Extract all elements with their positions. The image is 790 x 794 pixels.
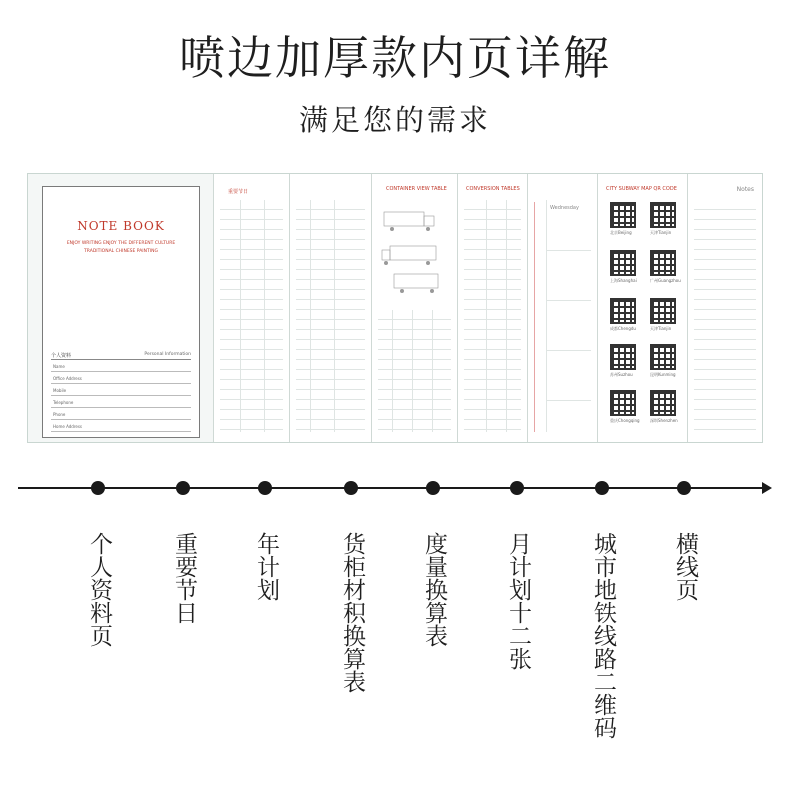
- column-line: [412, 310, 413, 432]
- cover-title: NOTE BOOK: [77, 219, 165, 233]
- column-line: [310, 200, 311, 432]
- timeline-dot: [510, 481, 524, 495]
- field-office: Office Address: [53, 376, 82, 381]
- subway-title: CITY SUBWAY MAP QR CODE: [606, 186, 677, 192]
- arrow-right-icon: [762, 482, 772, 494]
- inner-pages-strip: [27, 173, 763, 443]
- qr-code-icon: [610, 390, 636, 416]
- timeline-dot: [426, 481, 440, 495]
- notebook-cover: [42, 186, 200, 438]
- row-line: [546, 250, 591, 251]
- field-line: [51, 371, 191, 372]
- personal-label-cn: 个人资料: [51, 353, 72, 359]
- column-line: [264, 200, 265, 432]
- holiday-page: [214, 174, 290, 442]
- qr-code-icon: [610, 202, 636, 228]
- personal-info-page: [28, 174, 214, 442]
- subway-qr-page: [598, 174, 688, 442]
- qr-label: 广州Guangzhou: [650, 278, 681, 283]
- column-line: [392, 310, 393, 432]
- ruled-lines: [296, 200, 365, 432]
- timeline-axis: [18, 487, 766, 489]
- column-line: [506, 200, 507, 432]
- notes-label: Notes: [736, 186, 754, 193]
- conversion-table-page: [458, 174, 528, 442]
- field-line: [51, 431, 191, 432]
- cover-line-2: TRADITIONAL CHINESE PAINTING: [84, 249, 158, 254]
- red-margin-line: [534, 202, 535, 432]
- qr-label: 昆明Kunming: [650, 372, 676, 377]
- timeline-dot: [677, 481, 691, 495]
- qr-code-icon: [650, 202, 676, 228]
- timeline-dot: [344, 481, 358, 495]
- year-plan-page: [290, 174, 372, 442]
- divider: [51, 359, 191, 360]
- field-phone: Phone: [53, 412, 66, 417]
- timeline-label-subway-qr: 城市地铁线路二维码: [590, 532, 616, 739]
- qr-label: 重庆Chongqing: [610, 418, 640, 423]
- conversion-title: CONVERSION TABLES: [466, 186, 520, 192]
- field-mobile: Mobile: [53, 388, 67, 393]
- page-title: 喷边加厚款内页详解: [179, 31, 611, 85]
- row-line: [546, 350, 591, 351]
- field-line: [51, 419, 191, 420]
- qr-code-icon: [650, 390, 676, 416]
- holiday-header: 重要节日: [228, 189, 249, 195]
- qr-code-icon: [650, 298, 676, 324]
- timeline-label-ruled-page: 横线页: [672, 532, 698, 601]
- field-line: [51, 407, 191, 408]
- month-header: Wednesday: [550, 205, 579, 211]
- field-name: Name: [53, 364, 65, 369]
- column-line: [486, 200, 487, 432]
- personal-label-en: Personal Information: [144, 352, 191, 357]
- qr-code-icon: [650, 250, 676, 276]
- qr-label: 天津Tianjin: [650, 230, 672, 235]
- container-title: CONTAINER VIEW TABLE: [386, 186, 447, 192]
- column-line: [334, 200, 335, 432]
- qr-code-icon: [650, 344, 676, 370]
- ruled-lines: [694, 200, 756, 432]
- cover-line-1: ENJOY WRITING ENJOY THE DIFFERENT CULTURE: [66, 241, 176, 246]
- qr-code-icon: [610, 298, 636, 324]
- container-table-page: [372, 174, 458, 442]
- row-line: [546, 400, 591, 401]
- qr-code-icon: [610, 250, 636, 276]
- qr-label: 上海Shanghai: [610, 278, 637, 283]
- timeline-label-month-plan: 月计划十二张: [505, 532, 531, 670]
- column-line: [432, 310, 433, 432]
- timeline-dot: [176, 481, 190, 495]
- timeline-label-holidays: 重要节日: [171, 532, 197, 624]
- timeline-dot: [258, 481, 272, 495]
- qr-label: 苏州Suzhou: [610, 372, 633, 377]
- truck-diagram-icon: [372, 204, 458, 304]
- field-line: [51, 395, 191, 396]
- timeline-label-container-table: 货柜材积换算表: [339, 532, 365, 693]
- field-line: [51, 383, 191, 384]
- timeline-label-personal-info: 个人资料页: [86, 532, 112, 647]
- qr-label: 成都Chengdu: [610, 326, 636, 331]
- timeline-dot: [595, 481, 609, 495]
- ruled-lines: [220, 200, 283, 432]
- page-subtitle: 满足您的需求: [298, 103, 491, 137]
- timeline-label-year-plan: 年计划: [253, 532, 279, 601]
- qr-code-icon: [610, 344, 636, 370]
- timeline-label-conversion-table: 度量换算表: [421, 532, 447, 647]
- qr-label: 深圳Shenzhen: [650, 418, 678, 423]
- row-line: [546, 300, 591, 301]
- ruled-notes-page: [688, 174, 762, 442]
- timeline-dot: [91, 481, 105, 495]
- field-home: Home Address: [53, 424, 83, 429]
- table-lines: [464, 200, 521, 432]
- column-line: [546, 200, 547, 432]
- qr-label: 天津Tianjin: [650, 326, 672, 331]
- table-lines: [378, 310, 451, 432]
- qr-label: 北京Beijing: [610, 230, 632, 235]
- month-plan-page: [528, 174, 598, 442]
- column-line: [240, 200, 241, 432]
- field-telephone: Telephone: [53, 400, 74, 405]
